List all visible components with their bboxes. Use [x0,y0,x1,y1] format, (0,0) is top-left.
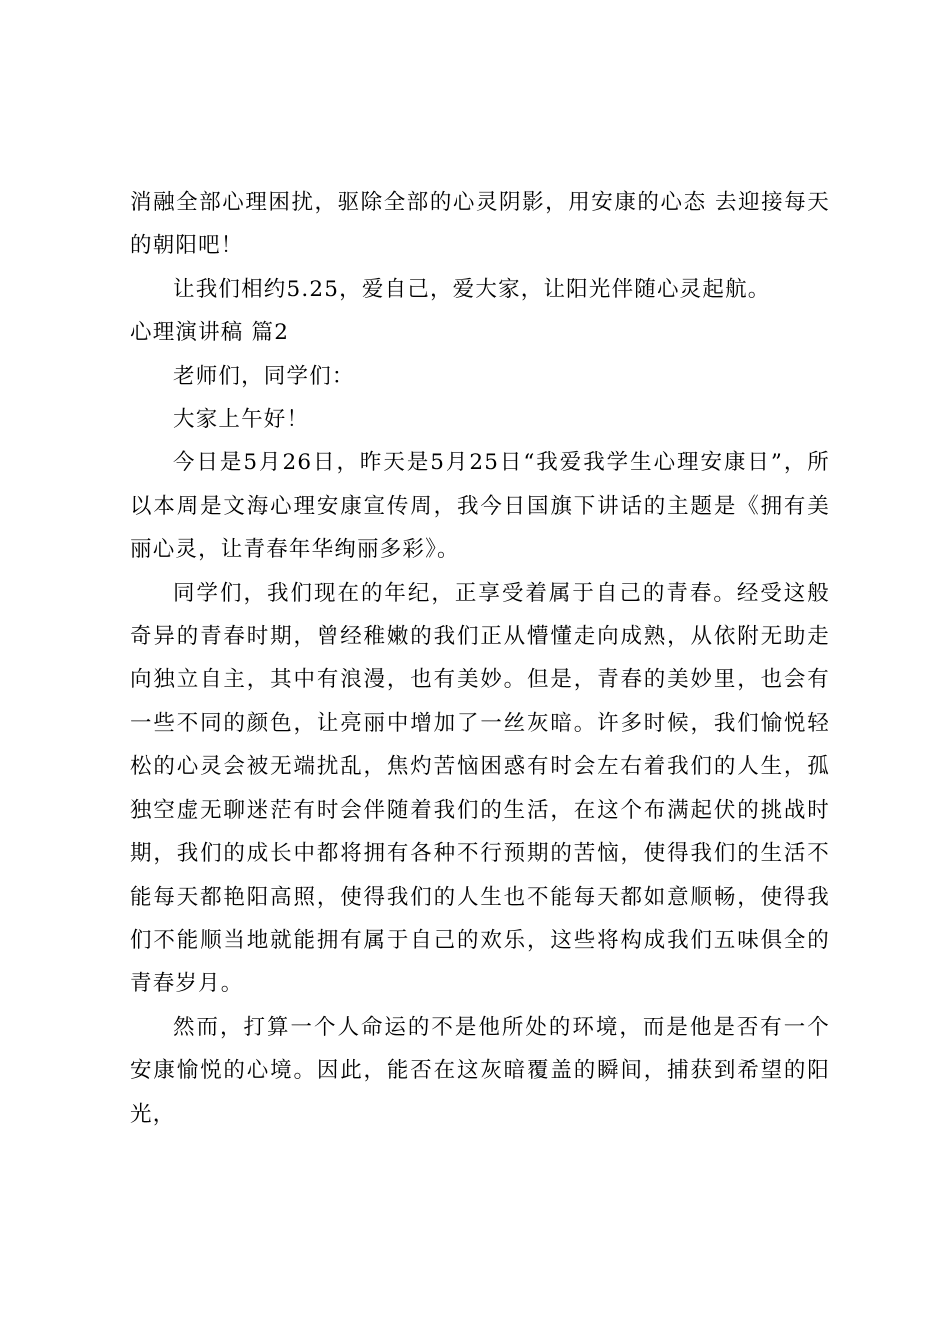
paragraph-youth: 同学们，我们现在的年纪，正享受着属于自己的青春。经受这般奇异的青春时期，曾经稚嫩的我们正从懵懂走向成熟，从依附无助走向独立自主，其中有浪漫，也有美妙。但是，青春的美妙里，也会有一些不同的颜色，让亮丽中增加了一丝灰暗。许多时候，我们愉悦轻松的心灵会被无端扰乱，焦灼苦恼困惑有时会左右着我们的人生，孤独空虚无聊迷茫有时会伴随着我们的生活，在这个布满起伏的挑战时期，我们的成长中都将拥有各种不行预期的苦恼，使得我们的生活不能每天都艳阳高照，使得我们的人生也不能每天都如意顺畅，使得我们不能顺当地就能拥有属于自己的欢乐，这些将构成我们五味俱全的青春岁月。 [130,580,830,997]
paragraph-mindset: 然而，打算一个人命运的不是他所处的环境，而是他是否有一个安康愉悦的心境。因此，能否在这灰暗覆盖的瞬间，捕获到希望的阳光， [130,1014,830,1127]
section-heading: 心理演讲稿 篇2 [130,320,290,346]
paragraph-closing-2: 让我们相约5.25，爱自己，爱大家，让阳光伴随心灵起航。 [173,276,771,302]
document-body [130,181,830,1136]
paragraph-salutation: 老师们，同学们： [173,363,355,389]
paragraph-greeting: 大家上午好！ [173,407,310,433]
paragraph-topic: 今日是5月26日，昨天是5月25日“我爱我学生心理安康日”，所以本周是文海心理安康宣传周，我今日国旗下讲话的主题是《拥有美丽心灵，让青春年华绚丽多彩》。 [130,450,830,563]
paragraph-closing-1: 消融全部心理困扰，驱除全部的心灵阴影，用安康的心态 去迎接每天的朝阳吧！ [130,190,830,259]
